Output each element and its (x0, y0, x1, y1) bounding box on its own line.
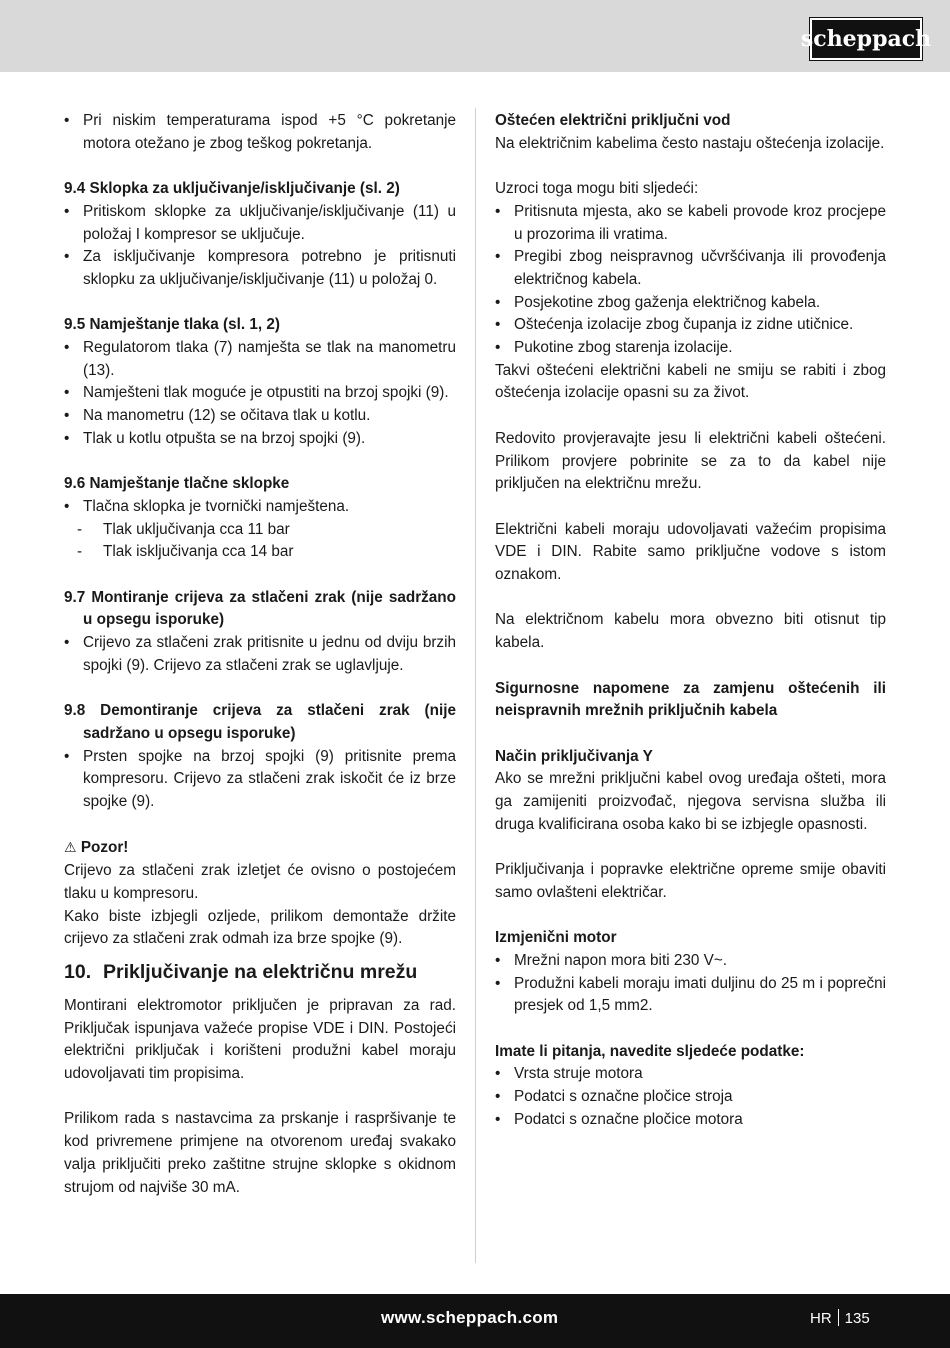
section-10-title: Priključivanje na električnu mrežu (103, 960, 418, 983)
warning-title: Pozor! (80, 839, 129, 857)
ac-motor-title: Izmjenični motor (495, 929, 617, 947)
left-column (64, 110, 456, 1199)
list-item: • Pritiskom sklopke za uključivanje/isključivanje (11) u položaj I kompresor se uključuje. (64, 201, 456, 246)
list-item: • Produžni kabeli moraju imati duljinu do 25 m i poprečni presjek od 1,5 mm2. (495, 973, 886, 1018)
section-10-number: 10. (64, 960, 92, 983)
dash-item: - Tlak isključivanja cca 14 bar (64, 541, 456, 564)
section-10-paragraph-1: Montirani elektromotor priključen je pripravan za rad. Priključak ispunjava važeće propise VDE i DIN. Postojeći električni priključak i korišteni produžni kabel moraju udovoljavati tim propisima. (64, 996, 456, 1083)
list-item: • Regulatorom tlaka (7) namješta se tlak na manometru (13). (64, 337, 456, 382)
list-item: • Crijevo za stlačeni zrak pritisnite u jednu od dviju brzih spojki (9). Crijevo za stlačeni zrak se uglavljuje. (64, 632, 456, 677)
section-9-7-title: 9.7 Montiranje crijeva za stlačeni zrak (nije sadržano u opsegu isporuke) (64, 588, 456, 629)
section-9-6-list (64, 496, 456, 519)
list-item: • Pregibi zbog neispravnog učvršćivanja ili provođenja električnog kabela. (495, 246, 886, 291)
section-9-6-title: 9.6 Namještanje tlačne sklopke (64, 475, 290, 493)
causes-list (495, 201, 886, 360)
section-9-6-dash-list (64, 519, 456, 564)
warning-heading (64, 836, 456, 860)
list-item: • Vrsta struje motora (495, 1063, 886, 1086)
damaged-cable-danger-text: Takvi oštećeni električni kabeli ne smiju se rabiti i zbog oštećenja izolacije opasni su za život. (495, 361, 886, 402)
list-item: • Tlačna sklopka je tvornički namještena. (64, 496, 456, 519)
list-item: • Oštećenja izolacije zbog čupanja iz zidne utičnice. (495, 314, 886, 337)
ac-motor-list (495, 950, 886, 1018)
dash-item: - Tlak uključivanja cca 11 bar (64, 519, 456, 542)
section-10-heading (64, 959, 456, 985)
causes-intro: Uzroci toga mogu biti sljedeći: (495, 180, 699, 198)
section-9-7-list (64, 632, 456, 677)
page-indicator (810, 1309, 870, 1327)
website-link[interactable]: www.scheppach.com (381, 1308, 559, 1327)
section-9-5-list (64, 337, 456, 451)
list-item: • Podatci s označne pločice motora (495, 1109, 886, 1132)
list-item: • Tlak u kotlu otpušta se na brzoj spojki (9). (64, 428, 456, 451)
warning-text-2: Kako biste izbjegli ozljede, prilikom demontaže držite crijevo za stlačeni zrak odmah iza brze spojke (9). (64, 907, 456, 948)
right-column (495, 110, 886, 1132)
column-divider (475, 108, 476, 1263)
section-9-8-list (64, 746, 456, 814)
electrician-text: Priključivanja i popravke električne opreme smije obaviti samo ovlašteni električar. (495, 861, 886, 901)
low-temp-list (64, 110, 456, 155)
list-item: • Namješteni tlak moguće je otpustiti na brzoj spojki (9). (64, 382, 456, 405)
cable-type-text: Na električnom kabelu mora obvezno biti otisnut tip kabela. (495, 611, 886, 652)
section-9-4-title: 9.4 Sklopka za uključivanje/isključivanje (sl. 2) (64, 180, 400, 198)
list-item: • Za isključivanje kompresora potrebno je pritisnuti sklopku za uključivanje/isključivanje (11) u položaj 0. (64, 246, 456, 291)
warning-triangle-icon: ⚠ (64, 839, 77, 856)
section-9-4-list (64, 201, 456, 292)
section-9-5-title: 9.5 Namještanje tlaka (sl. 1, 2) (64, 316, 280, 334)
damaged-cable-title: Oštećen električni priključni vod (495, 112, 731, 129)
footer-bar (0, 1294, 950, 1348)
list-item: • Posjekotine zbog gaženja električnog kabela. (495, 292, 886, 315)
list-item: • Prsten spojke na brzoj spojki (9) pritisnite prema kompresoru. Crijevo za stlačeni zrak iskočit će iz brze spojke (9). (64, 746, 456, 814)
list-item: • Podatci s označne pločice stroja (495, 1086, 886, 1109)
scheppach-logo: scheppach (810, 18, 922, 60)
section-9-8-title: 9.8 Demontiranje crijeva za stlačeni zrak (nije sadržano u opsegu isporuke) (64, 702, 456, 742)
language-code: HR (810, 1310, 832, 1327)
connection-y-text: Ako se mrežni priključni kabel ovog uređaja ošteti, mora ga zamijeniti proizvođač, njegova servisna služba ili druga kvalificirana osoba kako bi se izbjegle opasnosti. (495, 770, 886, 833)
connection-y-title: Način priključivanja Y (495, 747, 653, 765)
list-item: • Pukotine zbog starenja izolacije. (495, 337, 886, 360)
list-item: • Mrežni napon mora biti 230 V~. (495, 950, 886, 973)
questions-list (495, 1063, 886, 1131)
page-number: 135 (844, 1310, 870, 1327)
warning-text-1: Crijevo za stlačeni zrak izletjet će ovisno o postojećem tlaku u kompresoru. (64, 862, 456, 902)
list-item: • Pri niskim temperaturama ispod +5 °C pokretanje motora otežano je zbog teškog pokretanja. (64, 110, 456, 155)
questions-title: Imate li pitanja, navedite sljedeće podatke: (495, 1042, 805, 1060)
section-10-paragraph-2: Prilikom rada s nastavcima za prskanje i raspršivanje te kod privremene primjene na otvorenom uređaj svakako valja priključiti preko zaštitne strujne sklopke s okidnom strujom od najviše 30 mA. (64, 1110, 456, 1196)
damaged-cable-text: Na električnim kabelima često nastaju oštećenja izolacije. (495, 134, 885, 152)
inspection-text: Redovito provjeravajte jesu li električni kabeli oštećeni. Prilikom provjere pobrinite se za to da kabel nije priključen na električnu mrežu. (495, 429, 886, 493)
list-item: • Na manometru (12) se očitava tlak u kotlu. (64, 405, 456, 428)
regulations-text: Električni kabeli moraju udovoljavati važećim propisima VDE i DIN. Rabite samo priključne vodove s istom oznakom. (495, 520, 886, 584)
safety-notes-title: Sigurnosne napomene za zamjenu oštećenih ili neispravnih mrežnih priključnih kabela (495, 679, 886, 720)
list-item: • Pritisnuta mjesta, ako se kabeli provode kroz procjepe u prozorima ili vratima. (495, 201, 886, 246)
page-separator (838, 1309, 839, 1326)
